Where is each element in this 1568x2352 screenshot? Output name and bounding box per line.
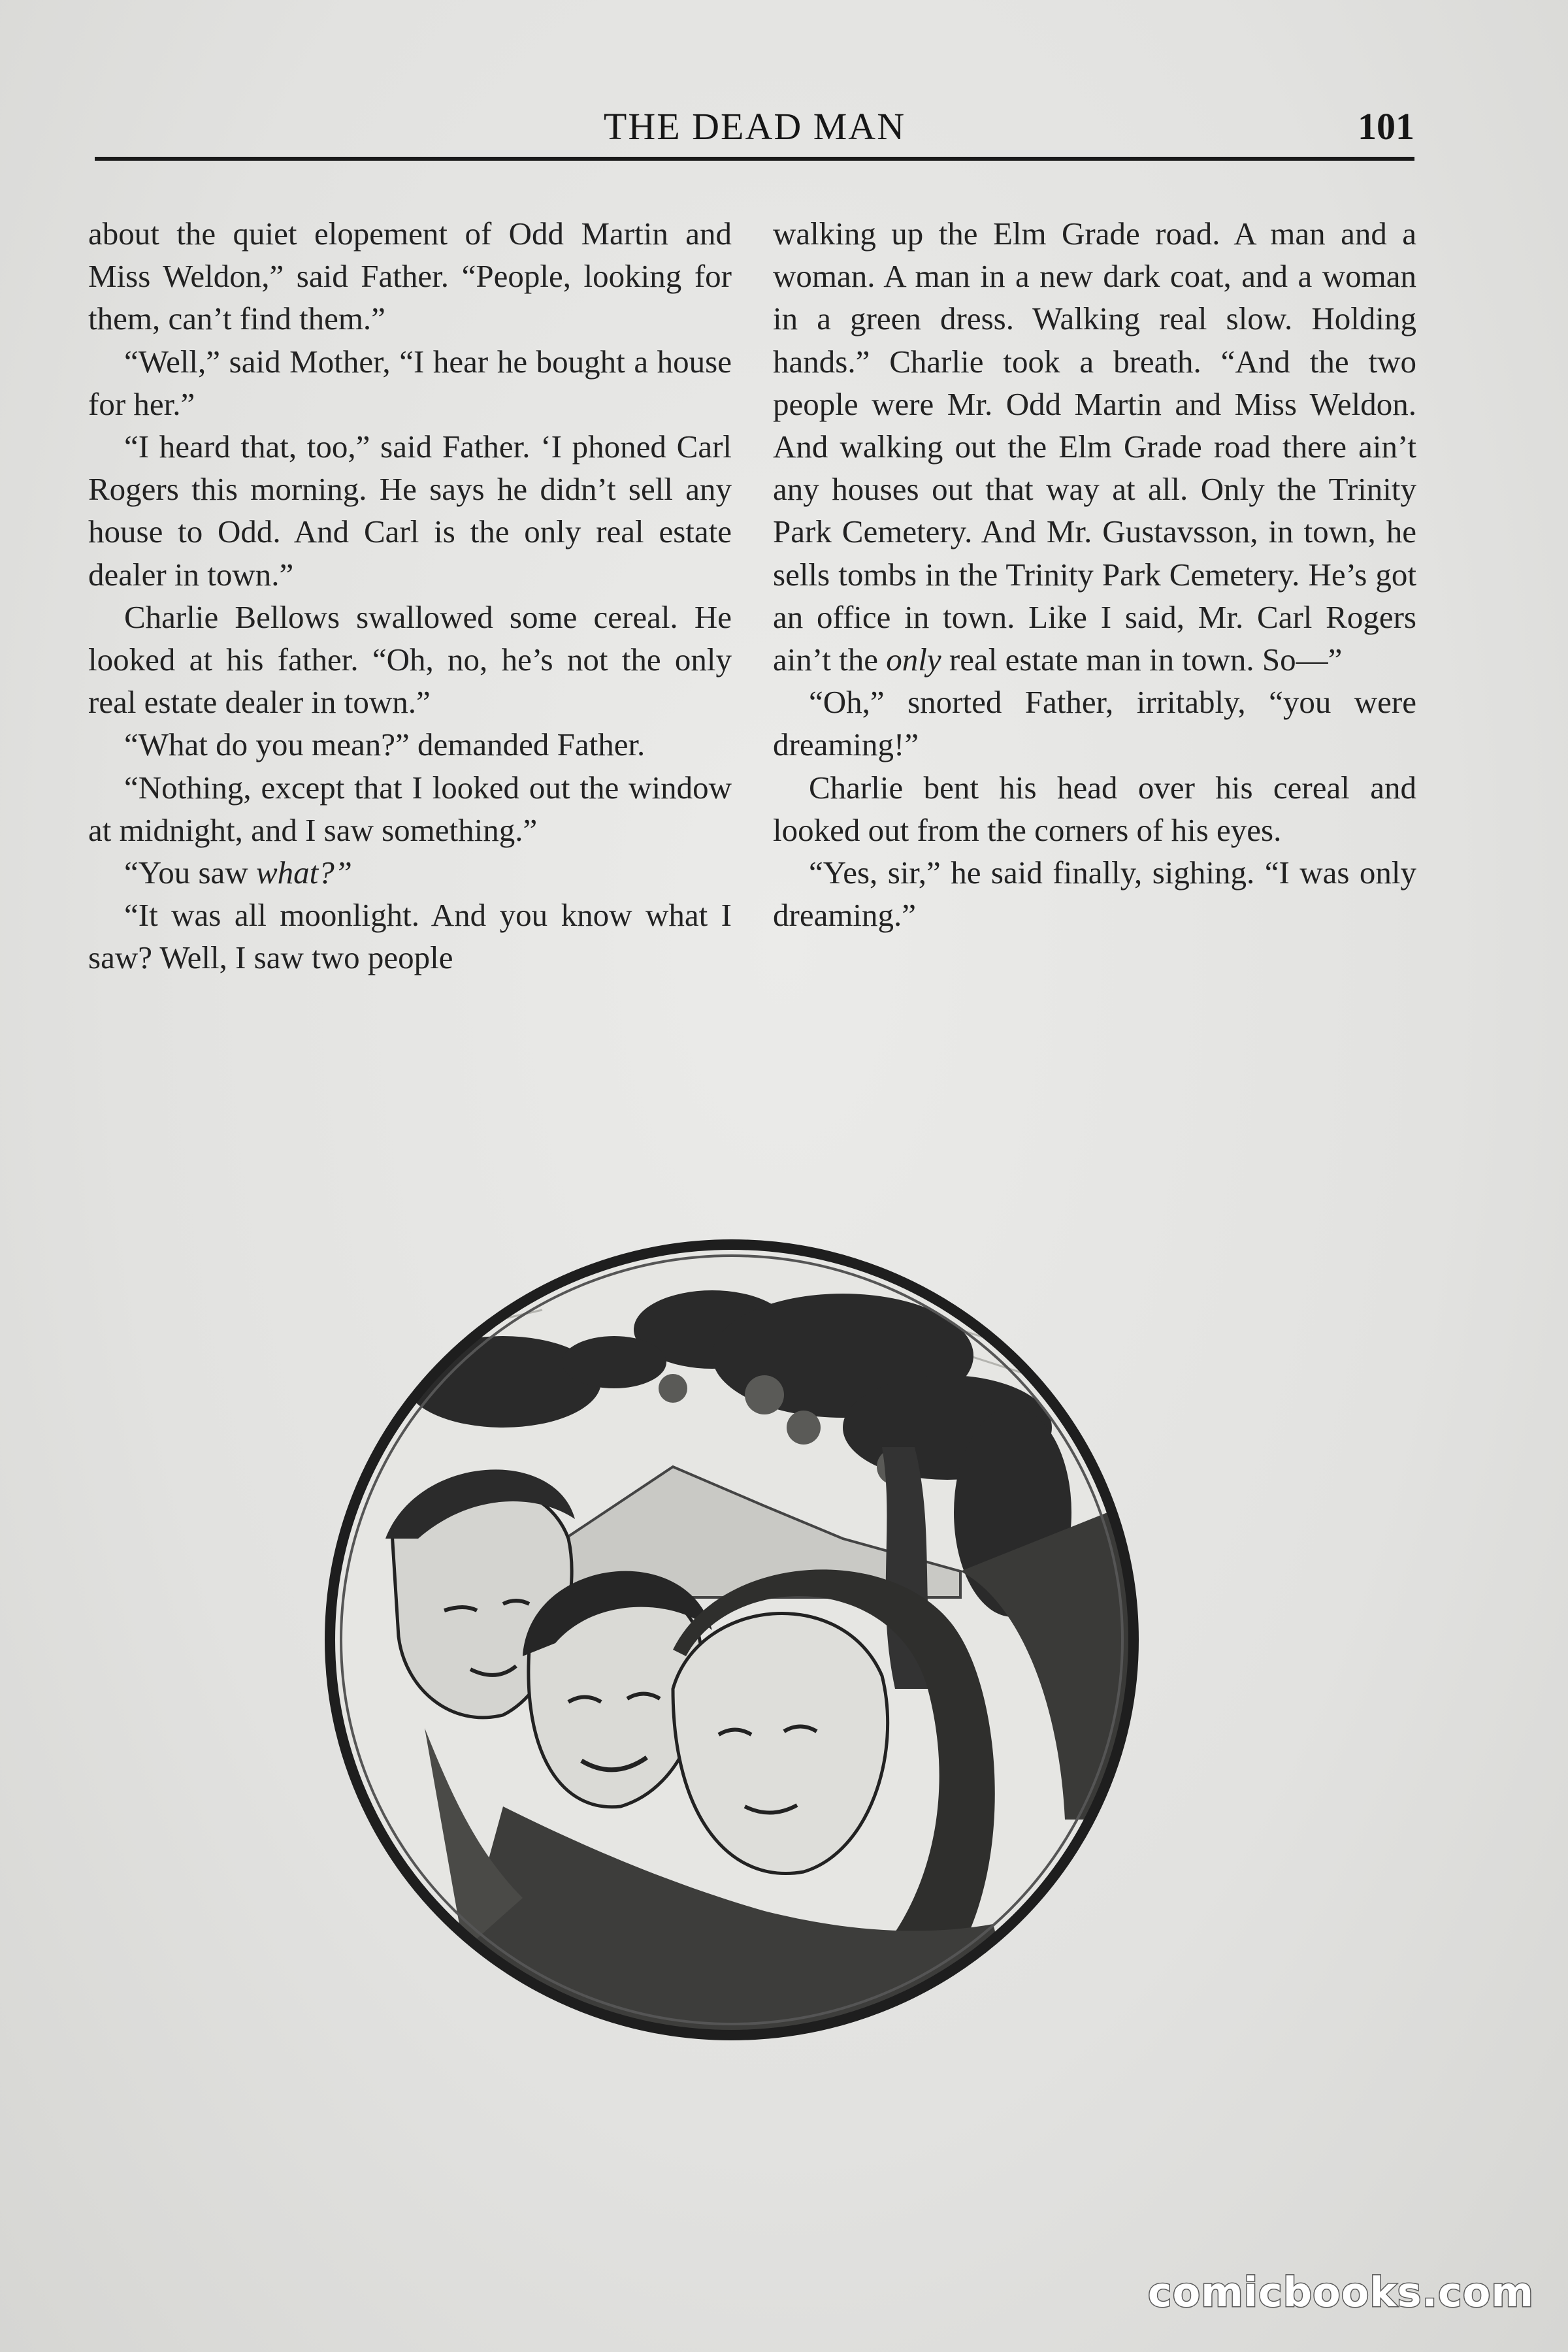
dialogue-text: “You saw [124,855,256,891]
paragraph [773,212,1416,681]
circular-vignette-illustration [307,1232,1156,2045]
paragraph: about the quiet elopement of Odd Martin and Miss Weldon,” said Father. “People, looking for them, can’t find them.” [88,216,732,337]
watermark: comicbooks.com [1147,2268,1534,2316]
running-head [95,105,1414,157]
paragraph [88,851,732,894]
header-rule [95,157,1414,161]
narrative-text: walking up the Elm Grade road. A man and a woman. A man in a new dark coat, and a woman in a green dress. Walking real slow. Holding hands.” Charlie took a breath. “And the two people were Mr. Odd Martin and Miss Weldon. And walking out the Elm Grade road there ain’t any houses out that way at all. Only the Trinity Park Cemetery. And Mr. Gustavsson, in town, he sells tombs in the Trinity Park Cemetery. He’s got an office in town. Like I said, Mr. Carl Rogers ain’t the [773,216,1416,678]
vignette-scene [307,1232,1156,2045]
paragraph: “What do you mean?” demanded Father. [124,727,645,763]
paragraph: “Nothing, except that I looked out the window at midnight, and I saw something.” [88,769,732,848]
narrative-text: real estate man in town. So—” [941,642,1343,678]
emphasis-text: only [886,642,941,678]
paragraph: “I heard that, too,” said Father. ‘I phoned Carl Rogers this morning. He says he didn’t sell any house to Odd. And Carl is the only real estate dealer in town.” [88,429,732,593]
paragraph: Charlie Bellows swallowed some cereal. He looked at his father. “Oh, no, he’s not the only real estate dealer in town.” [88,598,732,721]
page-number: 101 [1358,105,1414,148]
paragraph: Charlie bent his head over his cereal and looked out from the corners of his eyes. [773,769,1416,848]
left-column [88,212,732,979]
paragraph: “Well,” said Mother, “I hear he bought a house for her.” [88,343,732,422]
paragraph: “Oh,” snorted Father, irritably, “you were dreaming!” [773,684,1416,763]
emphasis-text: what?” [255,855,352,891]
running-title: THE DEAD MAN [603,105,906,148]
paragraph: “It was all moonlight. And you know what I saw? Well, I saw two people [88,897,732,976]
paragraph: “Yes, sir,” he said finally, sighing. “I was only dreaming.” [773,855,1416,934]
right-column [773,212,1416,936]
